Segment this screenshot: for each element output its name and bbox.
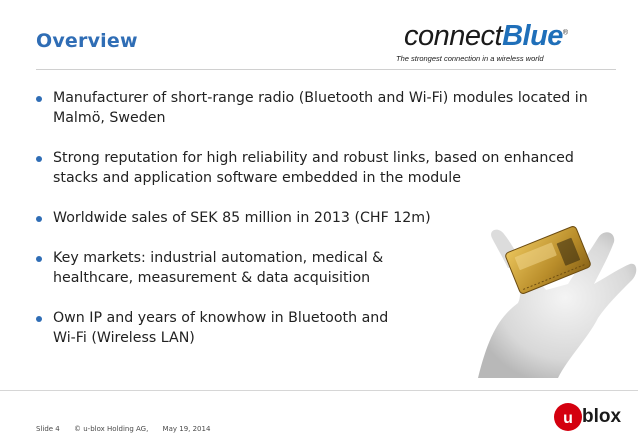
registered-mark: ® <box>562 29 568 37</box>
footer-date: May 19, 2014 <box>162 425 211 433</box>
logo-tagline: The strongest connection in a wireless world <box>396 54 544 63</box>
ublox-badge-icon <box>552 400 586 434</box>
bullet-line: Malmö, Sweden <box>53 110 166 126</box>
bullet-line: Manufacturer of short-range radio (Bluetooth and Wi-Fi) modules located in <box>53 90 588 106</box>
ublox-logo <box>552 398 628 434</box>
footer <box>36 425 222 433</box>
bullet-item <box>36 88 596 128</box>
header-divider <box>36 69 616 70</box>
connectblue-wordmark <box>404 20 568 53</box>
bullet-line: Wi-Fi (Wireless LAN) <box>53 330 195 346</box>
bullet-line: Key markets: industrial automation, medical & <box>53 250 384 266</box>
logo-word-suffix: Blue <box>502 20 563 52</box>
bullet-line: stacks and application software embedded in the module <box>53 170 461 186</box>
bullet-dot <box>36 316 42 322</box>
gloved-hand-module-photo <box>448 198 638 378</box>
bullet-dot <box>36 96 42 102</box>
connectblue-logo <box>396 20 616 70</box>
bullet-line: healthcare, measurement & data acquisition <box>53 270 371 286</box>
bullet-item <box>36 148 596 188</box>
logo-word-prefix: connect <box>404 20 503 52</box>
bullet-dot <box>36 156 42 162</box>
ublox-wordmark: blox <box>582 406 622 427</box>
footer-divider <box>0 390 638 391</box>
slide-title: Overview <box>36 30 138 52</box>
bullet-line: Worldwide sales of SEK 85 million in 2013 (CHF 12m) <box>53 210 431 226</box>
bullet-dot <box>36 256 42 262</box>
bullet-line: Own IP and years of knowhow in Bluetooth and <box>53 310 389 326</box>
bullet-line: Strong reputation for high reliability and robust links, based on enhanced <box>53 150 574 166</box>
copyright-text: © u-blox Holding AG, <box>74 425 149 433</box>
ublox-badge-letter: u <box>563 410 573 427</box>
slide-number: Slide 4 <box>36 425 60 433</box>
bullet-dot <box>36 216 42 222</box>
